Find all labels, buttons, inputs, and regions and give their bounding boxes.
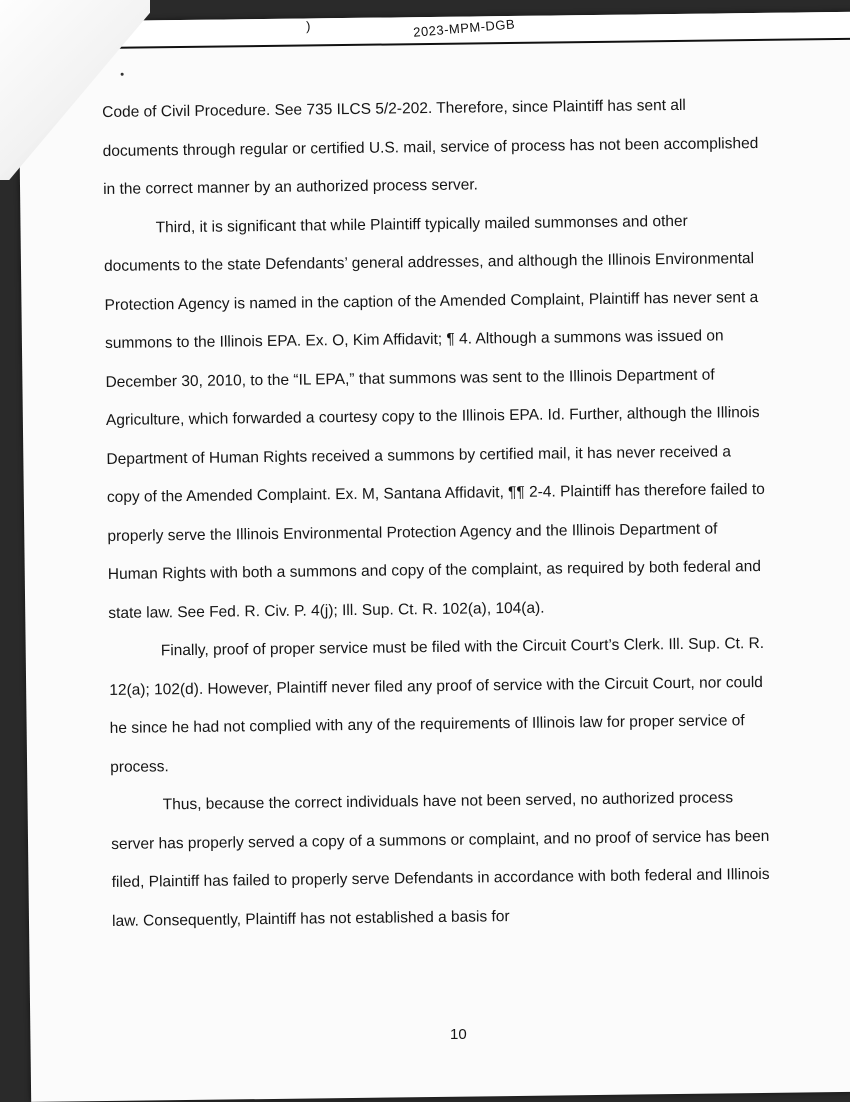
paragraph-conclusion: Thus, because the correct individuals have not been served, no authorized process server has properly served a copy of a summons or complaint, and no proof of service has been filed, Plaintiff has failed to properly serve Defendants in accordance with both federal and Illinois law. Consequently, Plaintiff has not established a basis for (111, 789, 770, 930)
document-body (102, 86, 772, 941)
paragraph-third-epa: Third, it is significant that while Plaintiff typically mailed summonses and other documents to the state Defendants’ general addresses, and although the Illinois Environmental Protection Agency is named in the caption of the Amended Complaint, Plaintiff has never sent a summons to the Illinois EPA. Ex. O, Kim Affidavit; ¶ 4. Although a summons was issued on December 30, 2010, to the “IL EPA,” that summons was sent to the Illinois Department of Agriculture, which forwarded a courtesy copy to the Illinois EPA. Id. Further, although the Illinois Department of Human Rights received a summons by certified mail, it has never received a copy of the Amended Complaint. Ex. M, Santana Affidavit, ¶¶ 2-4. Plaintiff has therefore failed to properly serve the Illinois Environmental Protection Agency and the Illinois Department of Human Rights with both a summons and copy of the complaint, as required by both federal and state law. See Fed. R. Civ. P. 4(j); Ill. Sup. Ct. R. 102(a), 104(a). (104, 212, 765, 622)
paragraph-proof-of-service: Finally, proof of proper service must be filed with the Circuit Court’s Clerk. Ill. Sup. Ct. R. 12(a); 102(d). However, Plaintiff never filed any proof of service with the Circuit Court, nor could he since he had not complied with any of the requirements of Illinois law for proper service of process. (109, 634, 765, 776)
header-paren: ) (305, 18, 311, 34)
case-number-fragment: 2023-MPM-DGB (412, 16, 516, 40)
page-number: 10 (450, 1026, 467, 1043)
scan-speck (121, 73, 124, 76)
paragraph-service-mail: Code of Civil Procedure. See 735 ILCS 5/2-202. Therefore, since Plaintiff has sent all documents through regular or certified U.S. mail, service of process has not been accomplished in the correct manner by an authorized process server. (102, 96, 759, 198)
